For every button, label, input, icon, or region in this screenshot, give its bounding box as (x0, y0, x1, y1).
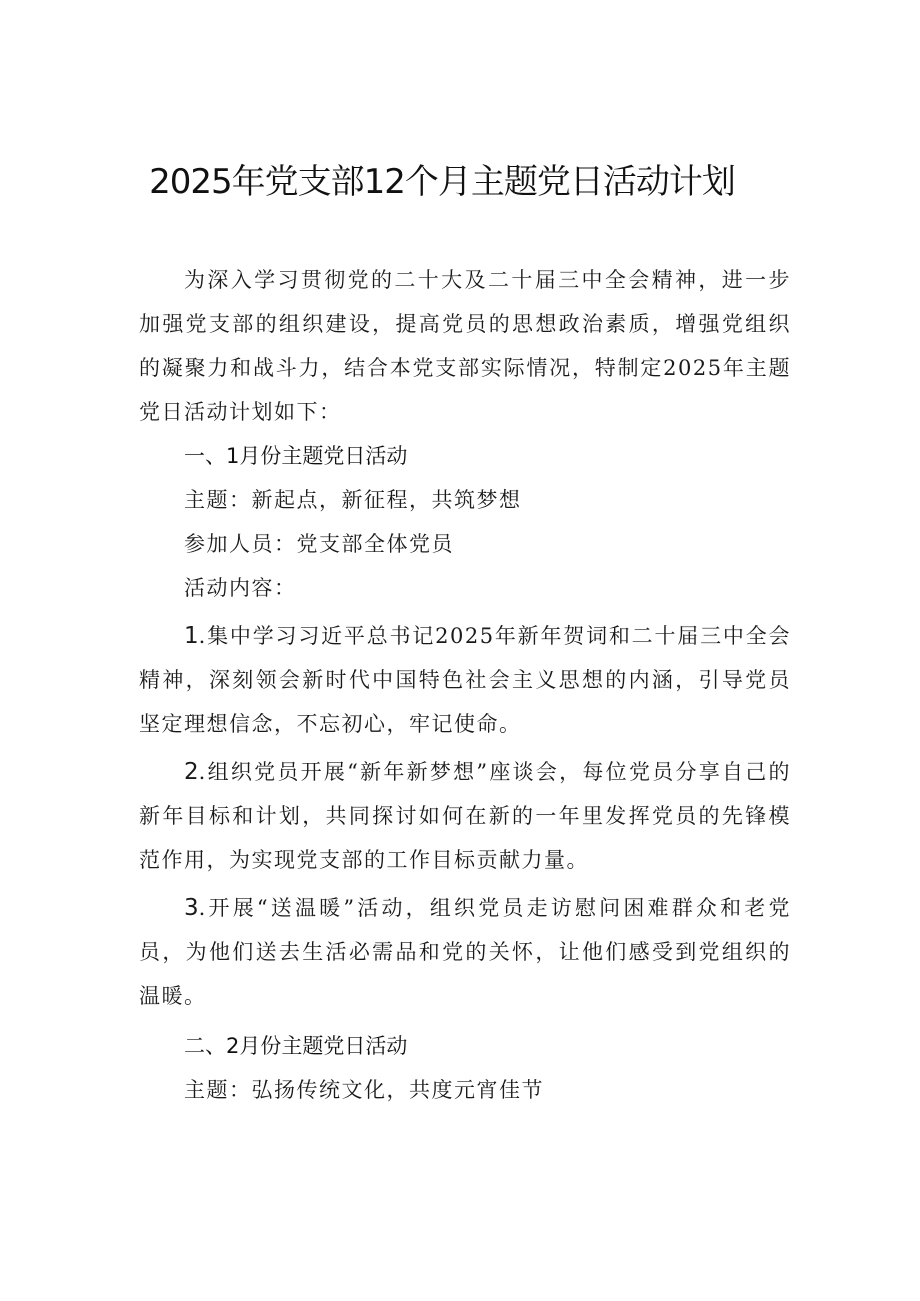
list-item-text: .组织党员开展“新年新梦想”座谈会，每位党员分享自己的新年目标和计划，共同探讨如何在新的一年里发挥党员的先锋模范作用，为实现党支部的工作目标贡献力量。 (139, 760, 791, 872)
list-item-number: 2 (184, 759, 199, 785)
section-theme-january: 主题：新起点，新征程，共筑梦想 (184, 488, 522, 512)
list-item (139, 886, 791, 1018)
list-item-number: 1 (184, 623, 199, 649)
section-content-label-january: 活动内容： (184, 576, 297, 600)
document-title: 2025年党支部12个月主题党日活动计划 (149, 162, 735, 202)
intro-paragraph: 为深入学习贯彻党的二十大及二十届三中全会精神，进一步加强党支部的组织建设，提高党员的思想政治素质，增强党组织的凝聚力和战斗力，结合本党支部实际情况，特制定2025年主题党日活动计划如下： (139, 268, 791, 424)
section-heading-january: 一、1月份主题党日活动 (184, 444, 408, 468)
section-theme-february: 主题：弘扬传统文化，共度元宵佳节 (184, 1078, 544, 1102)
list-item-number: 3 (184, 895, 199, 921)
list-item (139, 750, 791, 882)
list-item-text: .开展“送温暖”活动，组织党员走访慰问困难群众和老党员，为他们送去生活必需品和党的关怀，让他们感受到党组织的温暖。 (139, 896, 791, 1008)
section-heading-february: 二、2月份主题党日活动 (184, 1034, 408, 1058)
list-item-text: .集中学习习近平总书记2025年新年贺词和二十届三中全会精神，深刻领会新时代中国特色社会主义思想的内涵，引导党员坚定理想信念，不忘初心，牢记使命。 (139, 624, 791, 736)
list-item (139, 614, 791, 746)
document-body (139, 258, 791, 1112)
section-participants-january: 参加人员：党支部全体党员 (184, 532, 454, 556)
